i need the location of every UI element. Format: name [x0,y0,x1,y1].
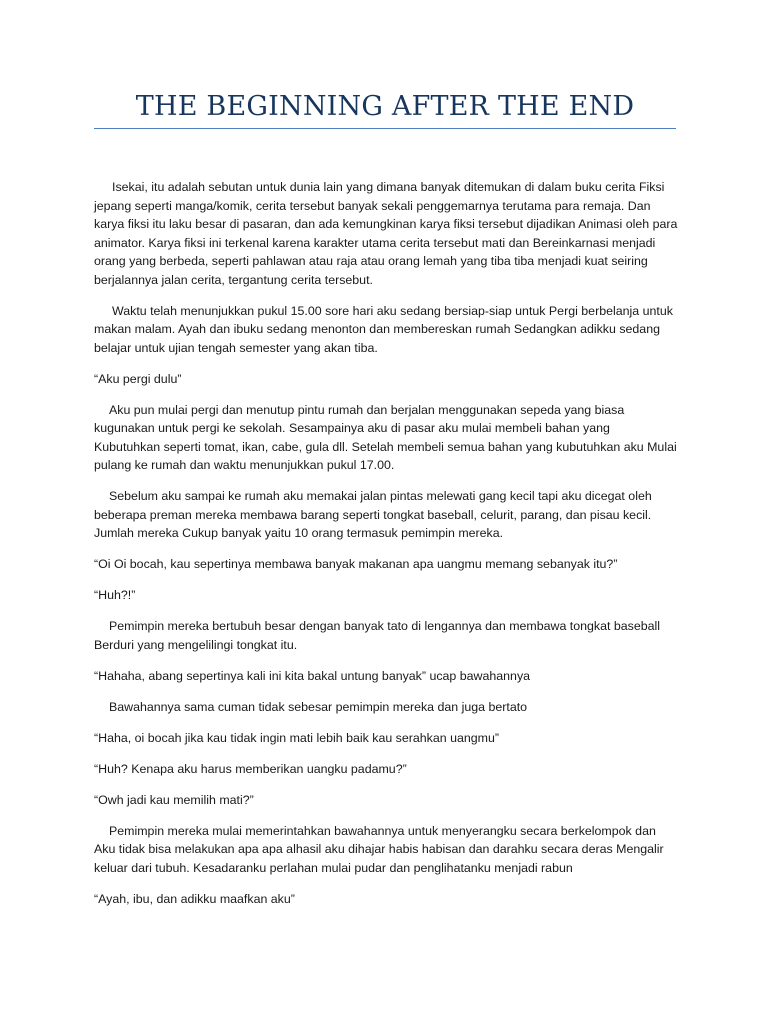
dialogue-line: “Huh?!” [94,588,136,602]
document-title: THE BEGINNING AFTER THE END [135,91,635,122]
paragraph-ambush: Sebelum aku sampai ke rumah aku memakai jalan pintas melewati gang kecil tapi aku dicegat oleh beberapa preman mereka membawa barang seperti tongkat baseball, celurit, parang, dan pisau kecil. Jumlah mereka Cukup banyak yaitu 10 orang termasuk pemimpin mereka. [94,489,652,540]
paragraph-intro: Isekai, itu adalah sebutan untuk dunia lain yang dimana banyak ditemukan di dalam buku cerita Fiksi jepang seperti manga/komik, cerita tersebut banyak sekali penggemarnya terutama para remaja. Dan karya fiksi itu laku besar di pasaran, dan ada kemungkinan karya fiksi tersebut dijadikan Animasi oleh para animator. Karya fiksi ini terkenal karena karakter utama cerita tersebut mati dan Bereinkarnasi menjadi orang yang berbeda, seperti pahlawan atau raja atau orang lemah yang tiba tiba menjadi kuat seiring berjalannya jalan cerita, tergantung cerita tersebut. [94,180,678,287]
dialogue-line: “Owh jadi kau memilih mati?” [94,792,254,807]
dialogue-line: “Aku pergi dulu” [94,371,182,386]
dialogue-line: “Ayah, ibu, dan adikku maafkan aku” [94,891,295,906]
paragraph-subordinates: Bawahannya sama cuman tidak sebesar pemimpin mereka dan juga bertato [109,699,528,714]
dialogue-line: “Huh? Kenapa aku harus memberikan uangku padamu?” [94,761,407,776]
dialogue-line: “Hahaha, abang sepertinya kali ini kita bakal untung banyak” ucap bawahannya [94,668,531,683]
title-underline [94,128,676,129]
dialogue-line: “Oi Oi bocah, kau sepertinya membawa banyak makanan apa uangmu memang sebanyak itu?” [94,557,618,571]
dialogue-line: “Haha, oi bocah jika kau tidak ingin mati lebih baik kau serahkan uangmu” [94,730,499,745]
paragraph-attack: Pemimpin mereka mulai memerintahkan bawahannya untuk menyerangku secara berkelompok dan Aku tidak bisa melakukan apa apa alhasil aku dihajar habis habisan dan darahku secara deras Mengalir keluar dari tubuh. Kesadaranku perlahan mulai pudar dan penglihatanku menjadi rabun [94,823,664,875]
document-body [94,178,678,921]
paragraph-leader: Pemimpin mereka bertubuh besar dengan banyak tato di lengannya dan membawa tongkat baseball Berduri yang mengelilingi tongkat itu. [94,619,661,652]
paragraph-shopping: Waktu telah menunjukkan pukul 15.00 sore hari aku sedang bersiap-siap untuk Pergi berbelanja untuk makan malam. Ayah dan ibuku sedang menonton dan membereskan rumah Sedangkan adikku sedang belajar untuk ujian tengah semester yang akan tiba. [94,303,673,355]
paragraph-market: Aku pun mulai pergi dan menutup pintu rumah dan berjalan menggunakan sepeda yang biasa kugunakan untuk pergi ke sekolah. Sesampainya aku di pasar aku mulai membeli bahan yang Kubutuhkan seperti tomat, ikan, cabe, gula dll. Setelah membeli semua bahan yang kubutuhkan aku Mulai pulang ke rumah dan waktu menunjukkan pukul 17.00. [94,402,677,472]
